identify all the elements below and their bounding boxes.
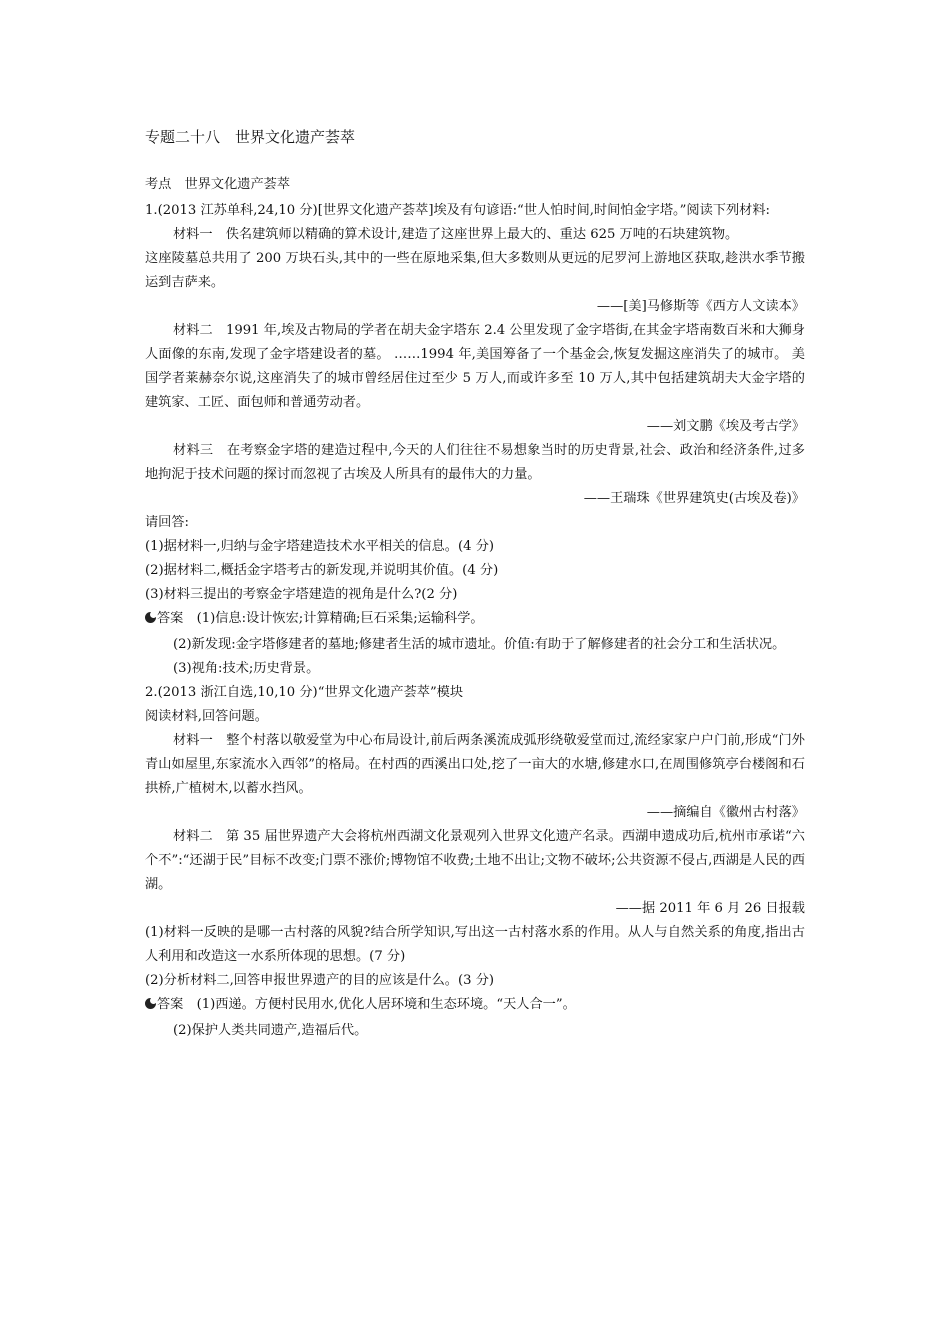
q2-subquestion-1: (1)材料一反映的是哪一古村落的风貌?结合所学知识,写出这一古村落水系的作用。从人与自然关系的角度,指出古人利用和改造这一水系所体现的思想。(7 分)	[145, 925, 805, 964]
q1-header: 1.(2013 江苏单科,24,10 分)[世界文化遗产荟萃]埃及有句谚语:“世人怕时间,时间怕金字塔。”阅读下列材料:	[145, 203, 770, 218]
section-heading: 考点 世界文化遗产荟萃	[145, 177, 291, 192]
q2-material-1: 材料一 整个村落以敬爱堂为中心布局设计,前后两条溪流成弧形绕敬爱堂而过,流经家家户户门前,形成“门外青山如屋里,东家流水入西邻”的格局。在村西的西溪出口处,挖了一亩大的水塘,修建水口,在周围修筑亭台楼阁和石拱桥,广植树木,以蓄水挡风。	[145, 733, 805, 796]
answer-icon	[145, 998, 156, 1009]
q2-answer-label: 答案	[157, 997, 184, 1012]
q1-answer-3: (3)视角:技术;历史背景。	[173, 661, 320, 676]
document-page	[145, 125, 805, 1043]
q2-ask: 阅读材料,回答问题。	[145, 709, 268, 724]
q2-answer-line	[145, 993, 805, 1017]
q1-material-3: 材料三 在考察金字塔的建造过程中,今天的人们往往不易想象当时的历史背景,社会、政治和经济条件,过多地拘泥于技术问题的探讨而忽视了古埃及人所具有的最伟大的力量。	[145, 443, 805, 482]
q1-material-2-source: ——刘文鹏《埃及考古学》	[646, 419, 805, 434]
q1-answer-2: (2)新发现:金字塔修建者的墓地;修建者生活的城市遗址。价值:有助于了解修建者的社会分工和生活状况。	[173, 637, 786, 652]
answer-icon	[145, 612, 156, 623]
q1-answer-label: 答案	[157, 611, 184, 626]
q1-material-1: 材料一 佚名建筑师以精确的算术设计,建造了这座世界上最大的、重达 625 万吨的石块建筑物。	[173, 227, 739, 242]
q1-subquestion-1: (1)据材料一,归纳与金字塔建造技术水平相关的信息。(4 分)	[145, 539, 495, 554]
q1-material-1-cont: 这座陵墓总共用了 200 万块石头,其中的一些在原地采集,但大多数则从更远的尼罗河上游地区获取,趁洪水季节搬运到吉萨来。	[145, 251, 805, 290]
q1-answer-line	[145, 607, 805, 631]
page-title: 专题二十八 世界文化遗产荟萃	[145, 128, 356, 146]
q2-material-1-source: ——摘编自《徽州古村落》	[646, 805, 805, 820]
q1-subquestion-2: (2)据材料二,概括金字塔考古的新发现,并说明其价值。(4 分)	[145, 563, 499, 578]
q1-ask: 请回答:	[145, 515, 190, 530]
q2-material-2-source: ——据 2011 年 6 月 26 日报载	[615, 901, 805, 916]
q2-subquestion-2: (2)分析材料二,回答申报世界遗产的目的应该是什么。(3 分)	[145, 973, 495, 988]
q1-material-2: 材料二 1991 年,埃及古物局的学者在胡夫金字塔东 2.4 公里发现了金字塔街,在其金字塔南数百米和大狮身人面像的东南,发现了金字塔建设者的墓。 ……1994 年,美国筹备了一个基金会,恢复发掘这座消失了的城市。 美国学者莱赫奈尔说,这座消失了的城市曾经居住过至少 5 万人,而或许多至 10 万人,其中包括建筑胡夫大金字塔的建筑家、工匠、面包师和普通劳动者。	[145, 323, 805, 410]
q1-material-3-source: ——王瑞珠《世界建筑史(古埃及卷)》	[583, 491, 805, 506]
q2-answer-2: (2)保护人类共同遗产,造福后代。	[173, 1023, 368, 1038]
q1-subquestion-3: (3)材料三提出的考察金字塔建造的视角是什么?(2 分)	[145, 587, 458, 602]
q2-answer-1: (1)西递。方便村民用水,优化人居环境和生态环境。“天人合一”。	[196, 997, 576, 1012]
q1-answer-1: (1)信息:设计恢宏;计算精确;巨石采集;运输科学。	[196, 611, 484, 626]
q2-material-2: 材料二 第 35 届世界遗产大会将杭州西湖文化景观列入世界文化遗产名录。西湖申遗成功后,杭州市承诺“六个不”:“还湖于民”目标不改变;门票不涨价;博物馆不收费;土地不出让;文物不破坏;公共资源不侵占,西湖是人民的西湖。	[145, 829, 805, 892]
q2-header: 2.(2013 浙江自选,10,10 分)“世界文化遗产荟萃”模块	[145, 685, 464, 700]
q1-material-1-source: ——[美]马修斯等《西方人文读本》	[596, 299, 805, 314]
